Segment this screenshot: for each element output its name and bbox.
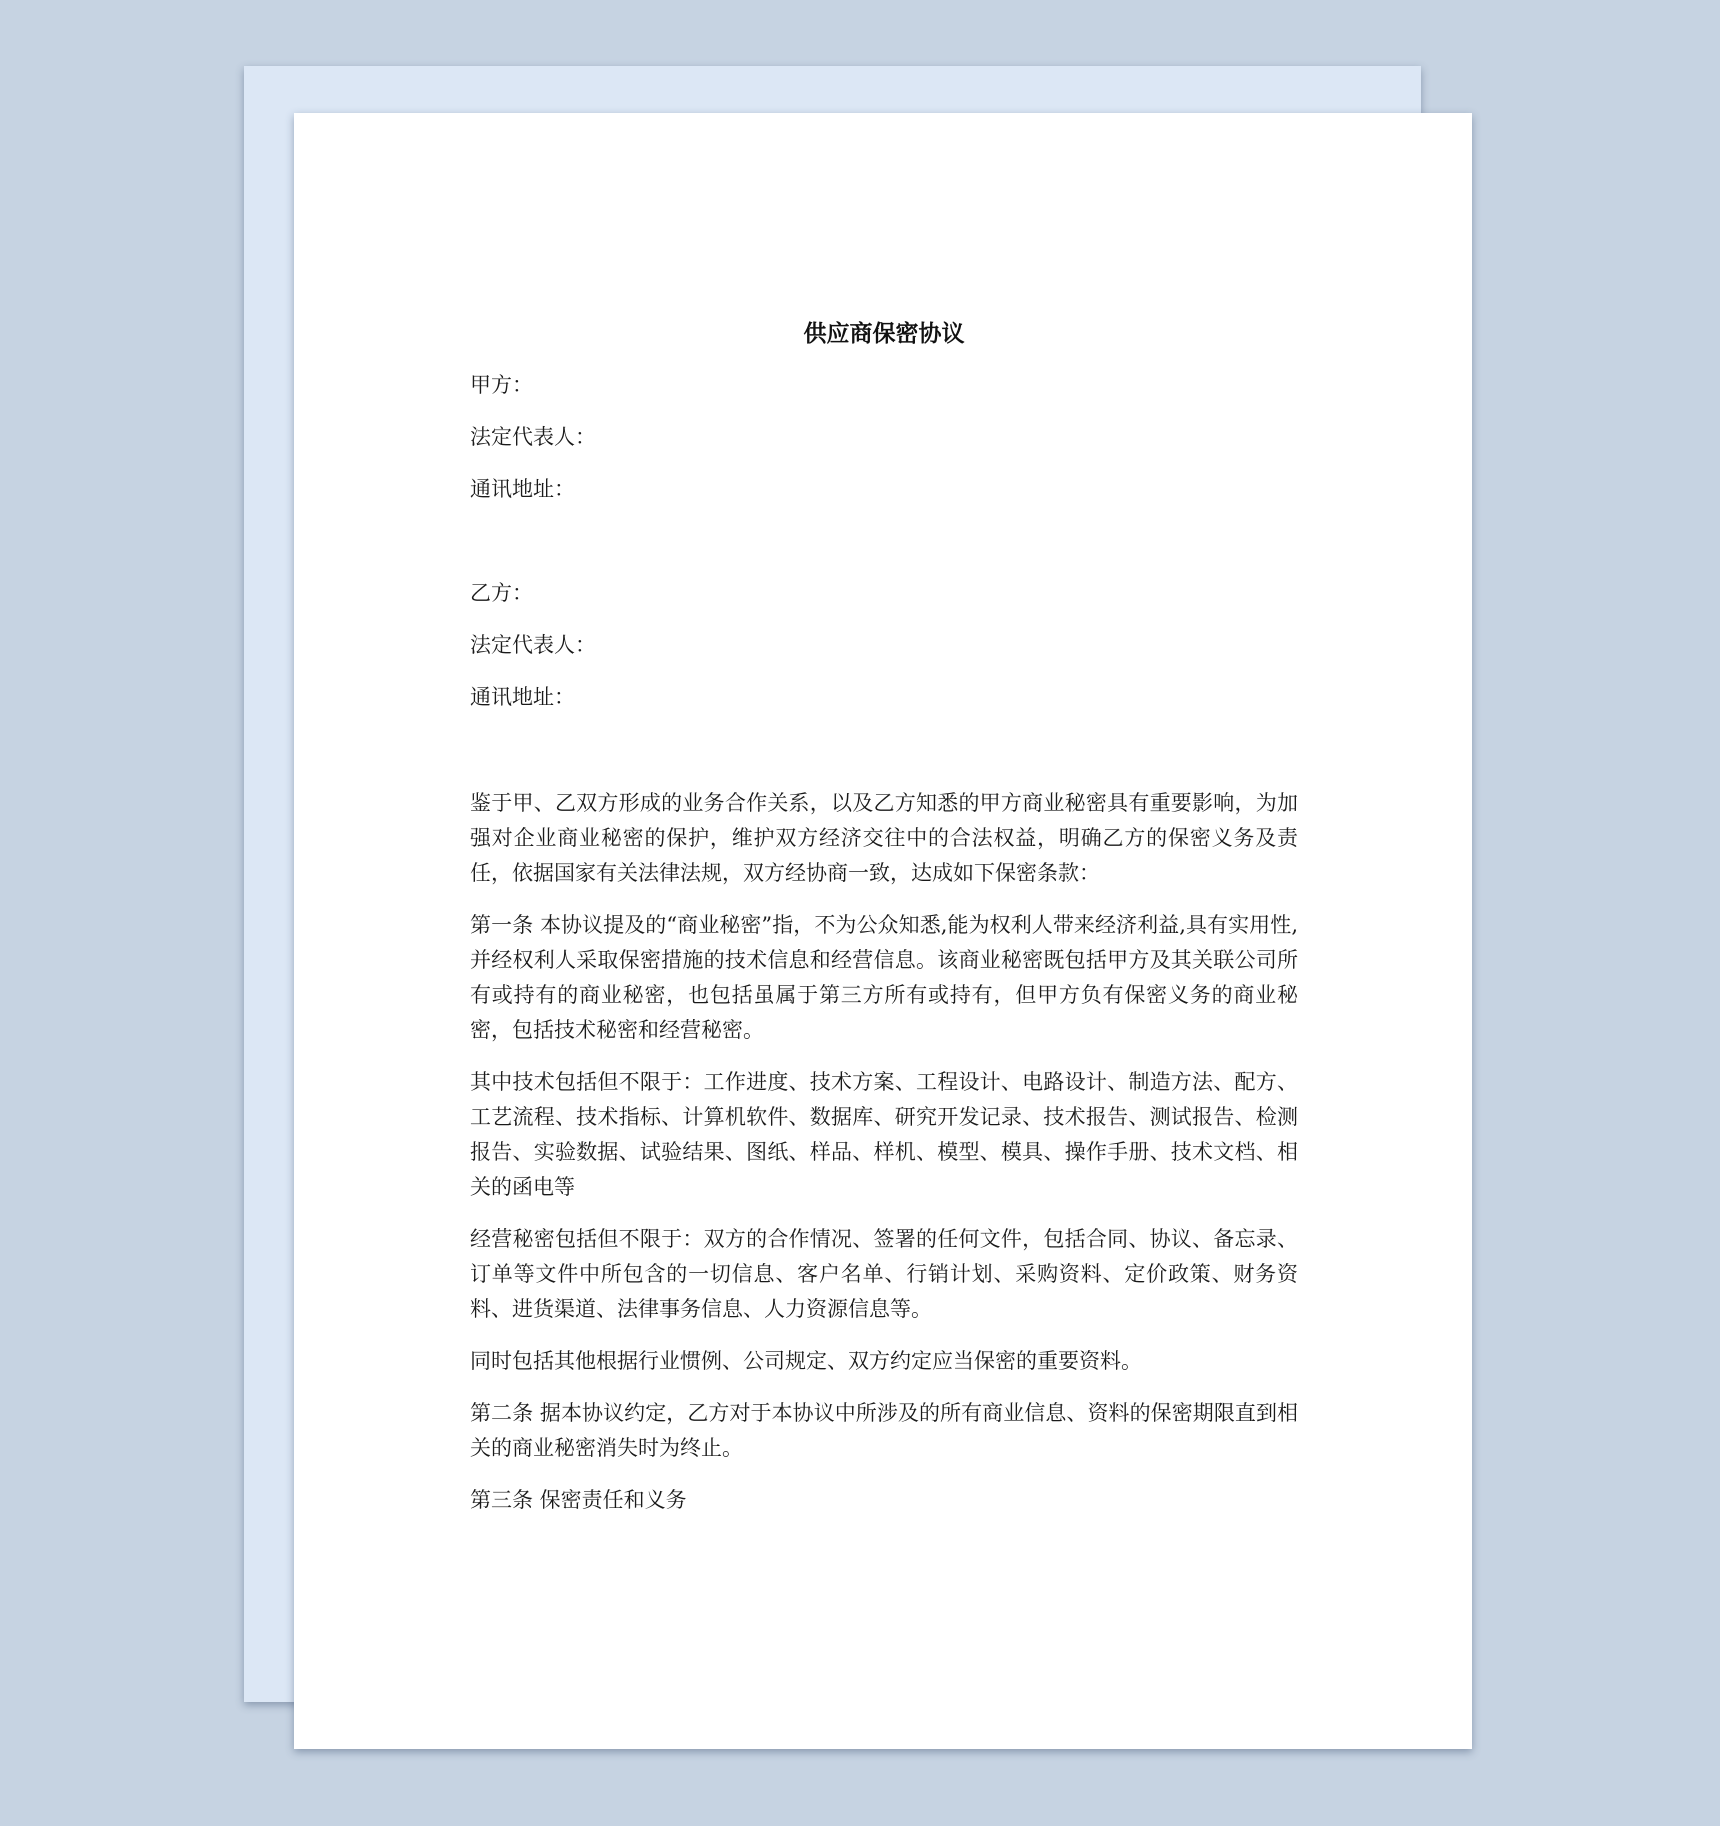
article-1-paragraph: 第一条 本协议提及的“商业秘密”指，不为公众知悉,能为权利人带来经济利益,具有实用性,并经权利人采取保密措施的技术信息和经营信息。该商业秘密既包括甲方及其关联公司所有或持有的商业秘密，也包括虽属于第三方所有或持有，但甲方负有保密义务的商业秘密，包括技术秘密和经营秘密。 bbox=[470, 913, 1298, 1042]
section-spacer bbox=[470, 526, 1298, 578]
party-a-address-label: 通讯地址： bbox=[470, 477, 575, 501]
party-b-representative-label: 法定代表人： bbox=[470, 633, 596, 657]
section-spacer bbox=[470, 734, 1298, 786]
party-a-representative-label: 法定代表人： bbox=[470, 425, 596, 449]
document-title: 供应商保密协议 bbox=[803, 321, 965, 347]
preamble-paragraph: 鉴于甲、乙双方形成的业务合作关系，以及乙方知悉的甲方商业秘密具有重要影响，为加强对企业商业秘密的保护，维护双方经济交往中的合法权益，明确乙方的保密义务及责任，依据国家有关法律法规，双方经协商一致，达成如下保密条款： bbox=[470, 791, 1298, 885]
business-secrets-paragraph: 经营秘密包括但不限于：双方的合作情况、签署的任何文件，包括合同、协议、备忘录、订单等文件中所包含的一切信息、客户名单、行销计划、采购资料、定价政策、财务资料、进货渠道、法律事务信息、人力资源信息等。 bbox=[470, 1227, 1298, 1321]
party-b-address-label: 通讯地址： bbox=[470, 685, 575, 709]
other-materials-paragraph: 同时包括其他根据行业惯例、公司规定、双方约定应当保密的重要资料。 bbox=[470, 1349, 1142, 1373]
document-body bbox=[470, 316, 1298, 1535]
article-2-paragraph: 第二条 据本协议约定，乙方对于本协议中所涉及的所有商业信息、资料的保密期限直到相关的商业秘密消失时为终止。 bbox=[470, 1401, 1298, 1460]
article-3-heading: 第三条 保密责任和义务 bbox=[470, 1488, 687, 1512]
technical-secrets-paragraph: 其中技术包括但不限于：工作进度、技术方案、工程设计、电路设计、制造方法、配方、工艺流程、技术指标、计算机软件、数据库、研究开发记录、技术报告、测试报告、检测报告、实验数据、试验结果、图纸、样品、样机、模型、模具、操作手册、技术文档、相关的函电等 bbox=[470, 1070, 1298, 1199]
party-a-label: 甲方： bbox=[470, 373, 533, 397]
party-b-label: 乙方： bbox=[470, 581, 533, 605]
document-page bbox=[294, 113, 1472, 1749]
